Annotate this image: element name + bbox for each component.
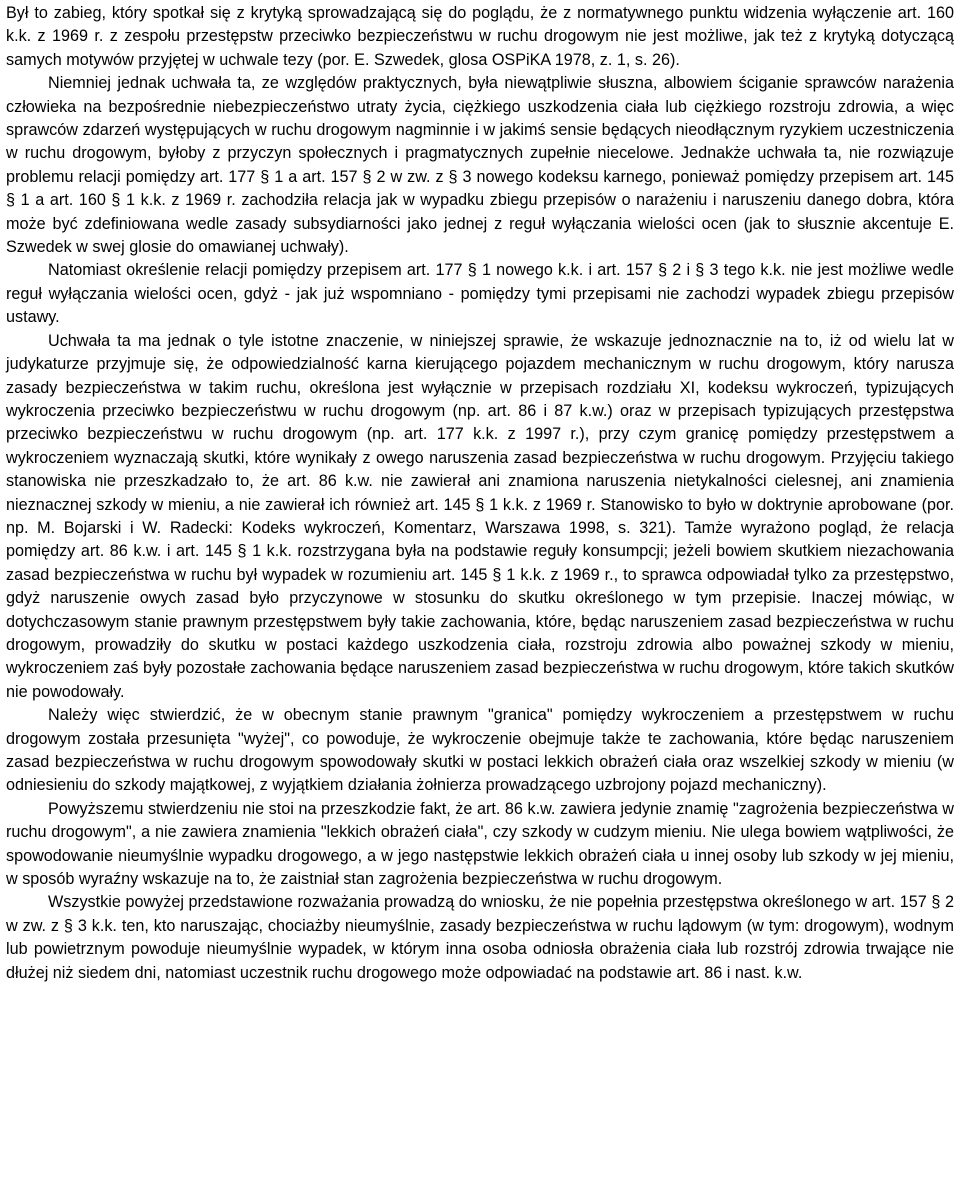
paragraph-text: Powyższemu stwierdzeniu nie stoi na przeszkodzie fakt, że art. 86 k.w. zawiera jedynie znamię "zagrożenia bezpieczeństwa w ruchu drogowym", a nie zawiera znamienia "lekkich obrażeń ciała", czy szkody w cudzym mieniu. Nie ulega bowiem wątpliwości, że spowodowanie nieumyślnie wypadku drogowego, a w jego następstwie lekkich obrażeń ciała u innej osoby lub szkody w jej mieniu, w sposób wyraźny wskazuje na to, że zaistniał stan zagrożenia bezpieczeństwa w ruchu drogowym. [6,799,954,889]
paragraph-uchwala-slusznosc [6,72,954,259]
paragraph-znamie-zagrozenia [6,798,954,892]
paragraph-text: Wszystkie powyżej przedstawione rozważania prowadzą do wniosku, że nie popełnia przestępstwa określonego w art. 157 § 2 w zw. z § 3 k.k. ten, kto naruszając, chociażby nieumyślnie, zasady bezpieczeństwa w ruchu lądowym (w tym: drogowym), wodnym lub powietrznym powoduje nieumyślnie wypadek, w którym inna osoba odniosła obrażenia ciała lub rozstrój zdrowia trwające nie dłużej niż siedem dni, natomiast uczestnik ruchu drogowego może odpowiadać na podstawie art. 86 i nast. k.w. [6,893,954,982]
paragraph-relacja-przepisow [6,259,954,329]
paragraph-intro [6,2,954,72]
paragraph-granica [6,704,954,798]
paragraph-text: Należy więc stwierdzić, że w obecnym stanie prawnym "granica" pomiędzy wykroczeniem a przestępstwem w ruchu drogowym została przesunięta "wyżej", co powoduje, że wykroczenie obejmuje także te zachowania, które będąc naruszeniem zasad bezpieczeństwa w ruchu drogowym spowodowały skutki w postaci lekkich obrażeń ciała oraz wszelkiej szkody w mieniu (w odniesieniu do szkody majątkowej, z wyjątkiem działania żołnierza prowadzącego uzbrojony pojazd mechaniczny). [6,706,954,795]
paragraph-text: Był to zabieg, który spotkał się z krytyką sprowadzającą się do poglądu, że z normatywnego punktu widzenia wyłączenie art. 160 k.k. z 1969 r. z zespołu przestępstw przeciwko bezpieczeństwu w ruchu drogowym nie jest możliwe, jak też z krytyką dotyczącą samych motywów przyjętej w uchwale tezy (por. E. Szwedek, glosa OSPiKA 1978, z. 1, s. 26). [6,4,954,69]
paragraph-text: Niemniej jednak uchwała ta, ze względów praktycznych, była niewątpliwie słuszna, albowiem ściganie sprawców narażenia człowieka na bezpośrednie niebezpieczeństwo utraty życia, ciężkiego uszkodzenia ciała lub ciężkiego rozstroju zdrowia, a więc sprawców zdarzeń występujących w ruchu drogowym nagminnie i w jakimś sensie będących nieodłącznym ryzykiem uczestniczenia w ruchu drogowym, byłoby z przyczyn społecznych i pragmatycznych zupełnie niecelowe. Jednakże uchwała ta, nie rozwiązuje problemu relacji pomiędzy art. 177 § 1 a art. 157 § 2 w zw. z § 3 nowego kodeksu karnego, ponieważ pomiędzy przepisem art. 145 § 1 a art. 160 § 1 k.k. z 1969 r. zachodziła relacja jak w wypadku zbiegu przepisów o narażeniu i naruszeniu danego dobra, która może być zdefiniowana wedle zasady subsydiarności jako jednej z reguł wyłączania wielości ocen (jak to słusznie akcentuje E. Szwedek w swej glosie do omawianej uchwały). [6,74,954,257]
paragraph-uchwala-znaczenie [6,330,954,705]
paragraph-text: Natomiast określenie relacji pomiędzy przepisem art. 177 § 1 nowego k.k. i art. 157 § 2 i § 3 tego k.k. nie jest możliwe wedle reguł wyłączania wielości ocen, gdyż - jak już wspomniano - pomiędzy tymi przepisami nie zachodzi wypadek zbiegu przepisów ustawy. [6,261,954,327]
paragraph-text: Uchwała ta ma jednak o tyle istotne znaczenie, w niniejszej sprawie, że wskazuje jednoznacznie na to, iż od wielu lat w judykaturze przyjmuje się, że odpowiedzialność karna kierującego pojazdem mechanicznym w ruchu drogowym, który narusza zasady bezpieczeństwa w takim ruchu, określona jest wyłącznie w przepisach rozdziału XI, kodeksu wykroczeń, typizujących wykroczenia przeciwko bezpieczeństwu w ruchu drogowym (np. art. 86 i 87 k.w.) oraz w przepisach typizujących przestępstwa przeciwko bezpieczeństwu w ruchu drogowym (np. art. 177 k.k. z 1997 r.), przy czym granicę pomiędzy przestępstwem a wykroczeniem wyznaczają skutki, które wynikały z owego naruszenia zasad bezpieczeństwa w ruchu drogowym. Przyjęciu takiego stanowiska nie przeszkadzało to, że art. 86 k.w. nie zawierał ani znamiona naruszenia nietykalności cielesnej, ani znamienia nieznacznej szkody w mieniu, a nie zawierał ich również art. 145 § 1 k.k. z 1969 r. Stanowisko to było w doktrynie aprobowane (por. np. M. Bojarski i W. Radecki: Kodeks wykroczeń, Komentarz, Warszawa 1998, s. 321). Tamże wyrażono pogląd, że relacja pomiędzy art. 86 k.w. i art. 145 § 1 k.k. rozstrzygana była na podstawie reguły konsumpcji; jeżeli bowiem skutkiem niezachowania zasad bezpieczeństwa w ruchu był wypadek w rozumieniu art. 145 § 1 k.k. z 1969 r., to sprawca odpowiadał tylko za przestępstwo, gdyż naruszenie owych zasad było przyczynowe w stosunku do skutku określonego w tym przepisie. Inaczej mówiąc, w dotychczasowym stanie prawnym przestępstwem były takie zachowania, które, będąc naruszeniem zasad bezpieczeństwa w ruchu drogowym, prowadziły do skutku w postaci każdego uszkodzenia ciała, rozstroju zdrowia albo poważnej szkody w mieniu, wykroczeniem zaś były pozostałe zachowania będące naruszeniem zasad bezpieczeństwa w ruchu drogowym, które takich skutków nie powodowały. [6,331,954,701]
paragraph-wniosek [6,891,954,985]
